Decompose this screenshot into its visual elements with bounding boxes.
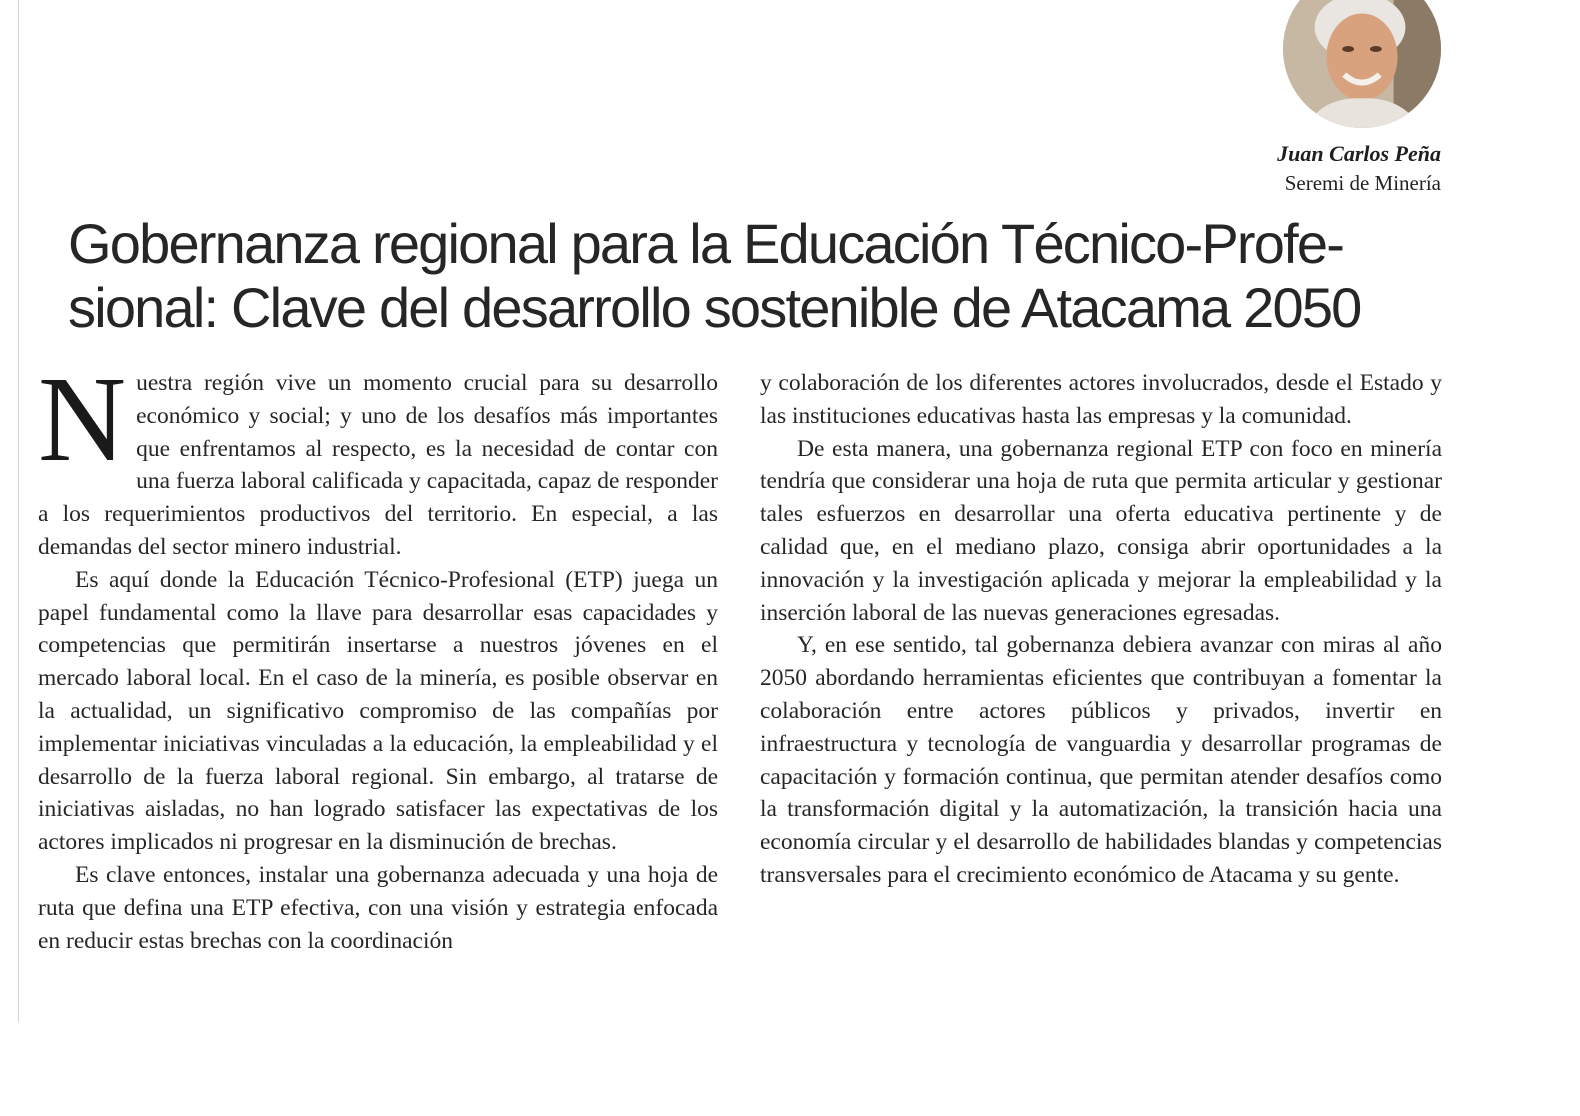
drop-cap: N: [38, 352, 127, 487]
paragraph-4: De esta manera, una gobernanza regional ETP con foco en minería tendría que considerar una hoja de ruta que permita articular y gestionar tales esfuerzos en desarrollar una oferta educativa pertinente y de calidad que, en el mediano plazo, consiga abrir oportunidades a la innovación y la investigación aplicada y mejorar la empleabilidad y la inserción laboral de las nuevas generaciones egresadas.: [760, 435, 1442, 626]
body-column-left: [38, 352, 718, 957]
headline-line-1: Gobernanza regional para la Educación Técnico-Profe-: [68, 212, 1344, 275]
author-photo: [1283, 0, 1441, 128]
paragraph-1-text: uestra región vive un momento crucial para su desarrollo económico y social; y uno de los desafíos más importantes que enfrentamos al respecto, es la necesidad de contar con una fuerza laboral calificada y capacitada, capaz de responder a los requerimientos productivos del territorio. En especial, a las demandas del sector minero industrial.: [38, 370, 718, 560]
headline-line-2: sional: Clave del desarrollo sostenible de Atacama 2050: [68, 276, 1361, 339]
paragraph-2: Es aquí donde la Educación Técnico-Profesional (ETP) juega un papel fundamental como la llave para desarrollar esas capacidades y competencias que permitirán insertarse a nuestros jóvenes en el mercado laboral local. En el caso de la minería, es posible observar en la actualidad, un significativo compromiso de las compañías por implementar iniciativas vinculadas a la educación, la empleabilidad y el desarrollo de la fuerza laboral regional. Sin embargo, al tratarse de iniciativas aisladas, no han logrado satisfacer las expectativas de los actores implicados ni progresar en la disminución de brechas.: [38, 566, 718, 856]
author-name: Juan Carlos Peña: [1277, 141, 1441, 166]
page-margin-rule: [18, 0, 19, 1022]
paragraph-1: [38, 352, 718, 564]
paragraph-3: Es clave entonces, instalar una gobernanza adecuada y una hoja de ruta que defina una ETP efectiva, con una visión y estrategia enfocada en reducir estas brechas con la coordinación: [38, 861, 718, 954]
body-column-right: [760, 367, 1442, 892]
byline: [1277, 140, 1441, 198]
article-headline: [68, 212, 1468, 340]
paragraph-5: Y, en ese sentido, tal gobernanza debiera avanzar con miras al año 2050 abordando herramientas eficientes que contribuyan a fomentar la colaboración entre actores públicos y privados, invertir en infraestructura y tecnología de vanguardia y desarrollar programas de capacitación y formación continua, que permitan atender desafíos como la transformación digital y la automatización, la transición hacia una economía circular y el desarrollo de habilidades blandas y competencias transversales para el crecimiento económico de Atacama y su gente.: [760, 632, 1442, 888]
author-role: Seremi de Minería: [1284, 171, 1441, 195]
paragraph-3-continued: y colaboración de los diferentes actores involucrados, desde el Estado y las instituciones educativas hasta las empresas y la comunidad.: [760, 370, 1442, 429]
